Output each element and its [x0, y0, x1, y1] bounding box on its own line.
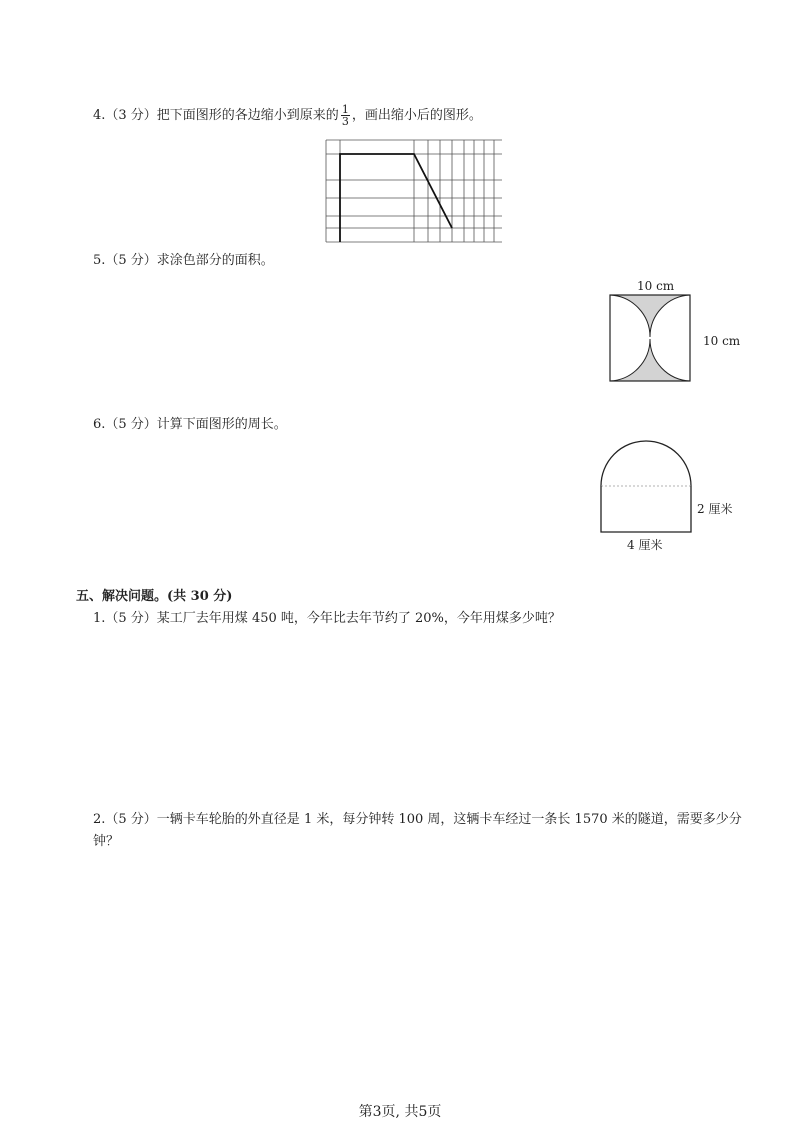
q6-semicircle — [601, 441, 691, 486]
q4-fraction-numerator: 1 — [341, 103, 349, 116]
q5-side-label: 10 cm — [703, 334, 741, 348]
question-6: 6.（5 分）计算下面图形的周长。 — [93, 417, 287, 432]
q4-fraction — [341, 104, 350, 127]
q6-bottom-label: 4 厘米 — [627, 538, 663, 552]
problem-2: 2.（5 分）一辆卡车轮胎的外直径是 1 米，每分钟转 100 周，这辆卡车经过一条长 1570 米的隧道，需要多少分钟？ — [93, 812, 742, 849]
q4-grid-figure — [324, 138, 504, 244]
q4-suffix: ，画出缩小后的图形。 — [351, 108, 482, 123]
section-5-title: 五、解决问题。(共 30 分) — [76, 589, 233, 604]
question-5: 5.（5 分）求涂色部分的面积。 — [93, 253, 274, 268]
page-number: 第3页, 共5页 — [358, 1104, 442, 1120]
q6-side-label: 2 厘米 — [697, 502, 733, 516]
q5-top-shaded-region — [610, 295, 690, 337]
q4-prefix: 4.（3 分）把下面图形的各边缩小到原来的 — [93, 108, 339, 123]
question-4 — [93, 104, 482, 127]
q5-top-label: 10 cm — [637, 279, 675, 293]
q5-shaded-figure — [608, 293, 692, 383]
problem-1: 1.（5 分）某工厂去年用煤 450 吨，今年比去年节约了 20%，今年用煤多少吨？ — [93, 611, 561, 626]
q6-rectangle — [601, 486, 691, 532]
q4-fraction-denominator: 3 — [341, 115, 349, 128]
q5-bottom-shaded-region — [610, 339, 690, 381]
q6-arch-figure — [599, 440, 693, 534]
